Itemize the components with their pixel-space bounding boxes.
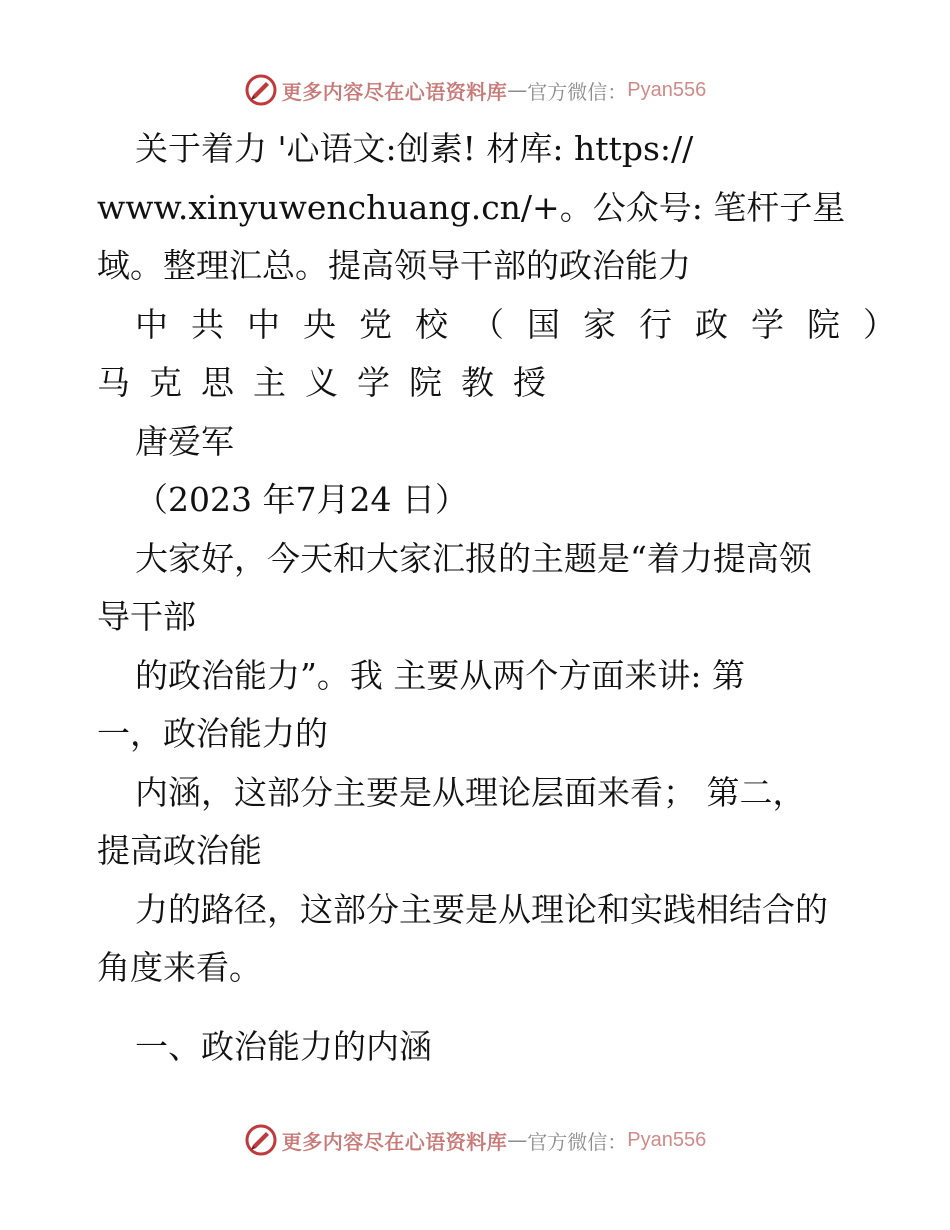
- paragraph-line: 力的路径，这部分主要是从理论和实践相结合的: [135, 889, 828, 929]
- pen-logo-icon: [244, 1123, 278, 1157]
- paragraph-line: 的政治能力”。我 主要从两个方面来讲: 第: [135, 655, 745, 695]
- banner-wechat-id: Pyan556: [627, 1128, 707, 1151]
- paragraph-line: 大家好，今天和大家汇报的主题是“着力提高领: [135, 538, 812, 578]
- banner-official-label: 官方微信：: [527, 1129, 628, 1154]
- paragraph-line: 内涵，这部分主要是从理论层面来看； 第二，: [135, 772, 806, 812]
- paragraph-line: 一，政治能力的: [97, 714, 328, 753]
- document-title-line: 域。整理汇总。提高领导干部的政治能力: [97, 246, 691, 285]
- author-affiliation-line: 中共中央党校（国家行政学院）: [135, 304, 919, 344]
- document-date: （2023 年7月24 日）: [135, 480, 468, 519]
- footer-watermark-banner: [0, 1120, 950, 1160]
- paragraph-line: 关于着力 '心语文:创素! 材库: https://: [135, 129, 694, 168]
- banner-dash: —: [507, 1128, 528, 1152]
- banner-dash: —: [507, 78, 528, 102]
- pen-logo-icon: [244, 73, 278, 107]
- paragraph-line: 提高政治能: [97, 831, 262, 870]
- author-affiliation-line: 马克思主义学院教授: [97, 363, 565, 402]
- banner-official-label: 官方微信：: [527, 79, 628, 104]
- banner-main-text: 更多内容尽在心语资料库: [281, 1129, 508, 1154]
- header-watermark-banner: [0, 70, 950, 110]
- paragraph-line: 导干部: [97, 597, 196, 636]
- section-heading: 一、政治能力的内涵: [135, 1026, 432, 1066]
- paragraph-line: 角度来看。: [97, 948, 262, 987]
- banner-main-text: 更多内容尽在心语资料库: [281, 79, 508, 104]
- paragraph-line: www.xinyuwenchuang.cn/+。公众号: 笔杆子星: [97, 187, 846, 227]
- author-name: 唐爱军: [135, 421, 234, 461]
- document-body: [97, 120, 919, 1076]
- banner-wechat-id: Pyan556: [627, 78, 707, 101]
